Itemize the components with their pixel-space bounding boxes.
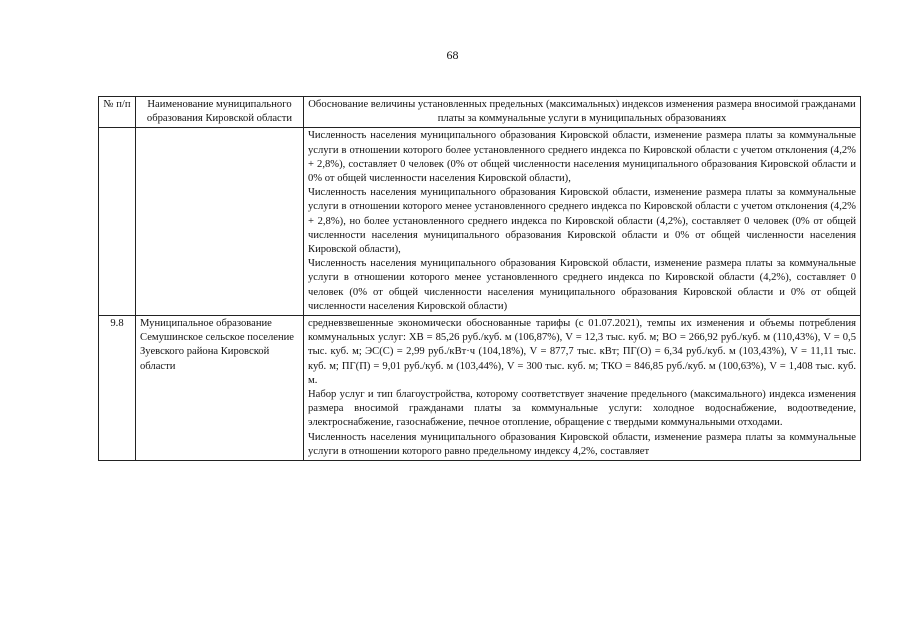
row-municipality: Муниципальное образование Семушинское сельское поселение Зуевского района Кировской области	[136, 316, 304, 461]
justification-paragraph: Численность населения муниципального образования Кировской области, изменение размера платы за коммунальные услуги в отношении которого равно предельному индексу 4,2%, составляет	[308, 431, 856, 457]
justification-paragraph: Набор услуг и тип благоустройства, которому соответствует значение предельного (максимального) индекса изменения размера вносимой гражданами платы за коммунальные услуги: холодное водоснабжение, водоотведение, электроснабжение, газоснабжение, печное отопление, обращение с твердыми коммунальными отходами.	[308, 389, 856, 429]
header-col-number: № п/п	[99, 97, 136, 128]
justification-paragraph: Численность населения муниципального образования Кировской области, изменение размера платы за коммунальные услуги в отношении которого более установленного среднего индекса по Кировской области с учетом отклонения (4,2% + 2,8%), составляет 0 человек (0% от общей численности населения муниципального образования Кировской области и 0% от общей численности населения Кировской области),	[308, 130, 856, 185]
justification-paragraph: Численность населения муниципального образования Кировской области, изменение размера платы за коммунальные услуги в отношении которого менее установленного среднего индекса по Кировской области с учетом отклонения (4,2% + 2,8%), но более установленного среднего индекса по Кировской области (4,2%), составляет 0 человек (0% от общей численности населения муниципального образования Кировской области и 0% от общей численности населения Кировской области),	[308, 187, 856, 256]
justification-paragraph: Численность населения муниципального образования Кировской области, изменение размера платы за коммунальные услуги в отношении которого менее установленного среднего индекса по Кировской области (4,2%), составляет 0 человек (0% от общей численности населения муниципального образования Кировской области и 0% от общей численности населения Кировской области)	[308, 258, 856, 312]
table-row	[99, 128, 861, 316]
row-justification	[304, 128, 861, 316]
row-number	[99, 128, 136, 316]
header-col-justification: Обоснование величины установленных предельных (максимальных) индексов изменения размера вносимой гражданами платы за коммунальные услуги в муниципальных образованиях	[304, 97, 861, 128]
row-municipality	[136, 128, 304, 316]
page-number: 68	[446, 48, 459, 62]
row-justification	[304, 316, 861, 461]
header-col-municipality: Наименование муниципального образования Кировской области	[136, 97, 304, 128]
tariff-table	[98, 96, 861, 461]
row-number: 9.8	[99, 316, 136, 461]
table-row	[99, 316, 861, 461]
justification-paragraph: средневзвешенные экономически обоснованные тарифы (с 01.07.2021), темпы их изменения и объемы потребления коммунальных услуг: ХВ = 85,26 руб./куб. м (106,87%), V = 12,3 тыс. куб. м; ВО = 266,92 руб./куб. м (110,43%), V = 0,5 тыс. куб. м; ЭС(С) = 2,99 руб./кВт·ч (104,18%), V = 877,7 тыс. кВт; ПГ(О) = 6,34 руб./куб. м (103,43%), V = 11,11 тыс. куб. м; ПГ(П) = 9,01 руб./куб. м (103,44%), V = 300 тыс. куб. м; ТКО = 846,85 руб./куб. м (100,63%), V = 1,408 тыс. куб. м.	[308, 318, 856, 386]
table-header-row	[99, 97, 861, 128]
